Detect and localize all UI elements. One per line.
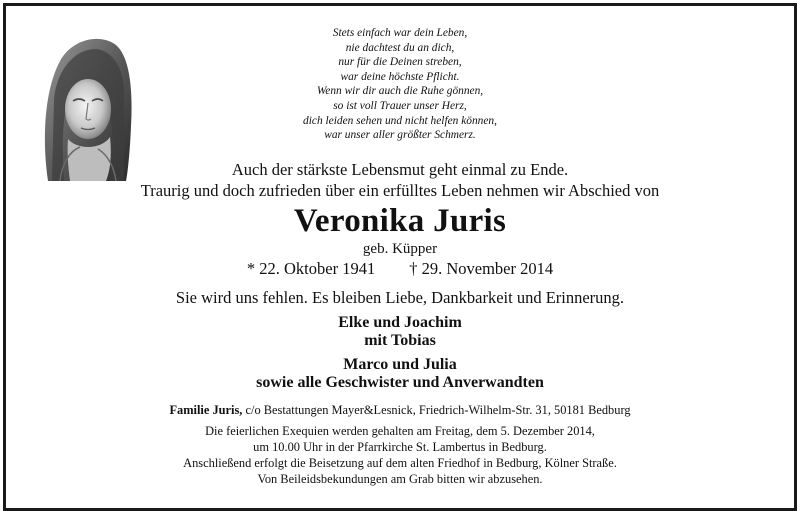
maiden-name: geb. Küpper [362, 241, 438, 257]
mourner-line: mit Tobias [364, 332, 436, 349]
service-line: um 10.00 Uhr in der Pfarrkirche St. Lambertus in Bedburg. [253, 440, 547, 454]
service-line: Anschließend erfolgt die Beisetzung auf dem alten Friedhof in Bedburg, Kölner Straße. [183, 456, 617, 470]
poem-line: dich leiden sehen und nicht helfen können, [303, 114, 497, 127]
poem-line: Wenn wir dir auch die Ruhe gönnen, [316, 85, 484, 98]
death-date: † 29. November 2014 [409, 259, 554, 278]
intro-line-2: Traurig und doch zufrieden über ein erfülltes Leben nehmen wir Abschied von [140, 181, 660, 200]
madonna-pieta-image [40, 31, 134, 181]
birth-date: * 22. Oktober 1941 [246, 259, 376, 278]
service-line: Von Beileidsbekundungen am Grab bitten wir abzusehen. [257, 472, 543, 486]
poem-line: nie dachtest du an dich, [345, 41, 455, 54]
poem-line: Stets einfach war dein Leben, [332, 27, 468, 39]
address-text: c/o Bestattungen Mayer&Lesnick, Friedrich-Wilhelm-Str. 31, 50181 Bedburg [245, 403, 631, 417]
service-line: Die feierlichen Exequien werden gehalten am Freitag, dem 5. Dezember 2014, [205, 424, 595, 438]
contact-address [0, 403, 800, 419]
life-dates [0, 259, 800, 279]
poem-line: so ist voll Trauer unser Herz, [333, 99, 467, 112]
poem-line: nur für die Deinen streben, [338, 56, 462, 69]
intro-line-1: Auch der stärkste Lebensmut geht einmal zu Ende. [231, 160, 569, 179]
mourner-line: Marco und Julia [343, 356, 457, 373]
poem-line: war unser aller größter Schmerz. [324, 129, 476, 142]
poem [250, 26, 550, 143]
closing-sentence: Sie wird uns fehlen. Es bleiben Liebe, Dankbarkeit und Erinnerung. [175, 288, 625, 307]
mourner-line: sowie alle Geschwister und Anverwandten [256, 374, 544, 391]
poem-line: war deine höchste Pflicht. [340, 70, 460, 83]
deceased-name: Veronika Juris [293, 203, 507, 239]
mourner-line: Elke und Joachim [338, 314, 462, 331]
family-name: Familie Juris, [169, 403, 243, 417]
